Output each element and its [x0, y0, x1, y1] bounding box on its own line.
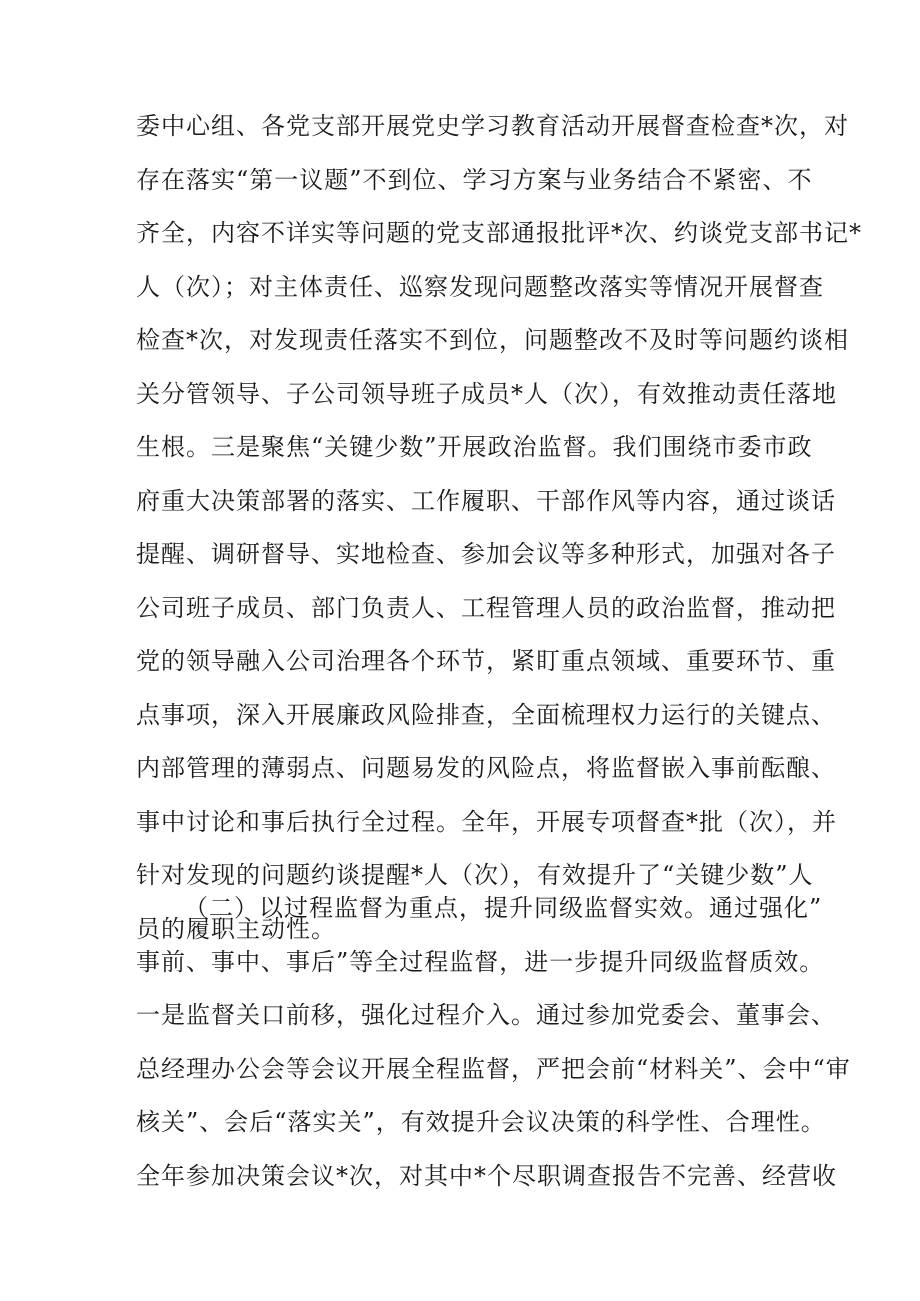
paragraph-1	[136, 100, 862, 956]
paragraph-line: 针对发现的问题约谈提醒*人（次），有效提升了“关键少数”人	[136, 861, 814, 889]
paragraph-line: 人（次）；对主体责任、巡察发现问题整改落实等情况开展督查	[136, 272, 824, 301]
paragraph-line: 存在落实“第一议题”不到位、学习方案与业务结合不紧密、不	[136, 165, 813, 194]
paragraph-line: （二）以过程监督为重点，提升同级监督实效。通过强化”	[184, 894, 823, 922]
paragraph-line: 总经理办公会等会议开展全程监督，严把会前“材料关”、会中“审	[136, 1054, 851, 1083]
paragraph-line: 委中心组、各党支部开展党史学习教育活动开展督查检查*次，对	[136, 112, 849, 140]
paragraph-line: 公司班子成员、部门负责人、工程管理人员的政治监督，推动把	[136, 593, 836, 622]
paragraph-line: 内部管理的薄弱点、问题易发的风险点，将监督嵌入事前酝酿、	[136, 754, 836, 782]
paragraph-2	[136, 882, 851, 1203]
paragraph-line: 党的领导融入公司治理各个环节，紧盯重点领域、重要环节、重	[136, 647, 836, 675]
paragraph-line: 齐全，内容不详实等问题的党支部通报批评*次、约谈党支部书记*	[136, 219, 862, 247]
paragraph-line: 全年参加决策会议*次，对其中*个尽职调查报告不完善、经营收	[136, 1161, 837, 1190]
paragraph-line: 关分管领导、子公司领导班子成员*人（次），有效推动责任落地	[136, 379, 837, 408]
paragraph-line: 提醒、调研督导、实地检查、参加会议等多种形式，加强对各子	[136, 540, 836, 568]
paragraph-line: 一是监督关口前移，强化过程介入。通过参加党委会、董事会、	[136, 1001, 836, 1029]
paragraph-line: 事前、事中、事后”等全过程监督，进一步提升同级监督质效。	[136, 947, 825, 976]
paragraph-line: 核关”、会后“落实关”，有效提升会议决策的科学性、合理性。	[136, 1108, 826, 1136]
paragraph-line: 府重大决策部署的落实、工作履职、干部作风等内容，通过谈话	[136, 486, 836, 515]
paragraph-line: 员的履职主动性。	[136, 914, 336, 943]
paragraph-line: 事中讨论和事后执行全过程。全年，开展专项督查*批（次），并	[136, 807, 837, 836]
paragraph-line: 检查*次，对发现责任落实不到位，问题整改不及时等问题约谈相	[136, 326, 849, 354]
paragraph-line: 生根。三是聚焦“关键少数”开展政治监督。我们围绕市委市政	[136, 433, 813, 461]
paragraph-line: 点事项，深入开展廉政风险排查，全面梳理权力运行的关键点、	[136, 700, 836, 729]
